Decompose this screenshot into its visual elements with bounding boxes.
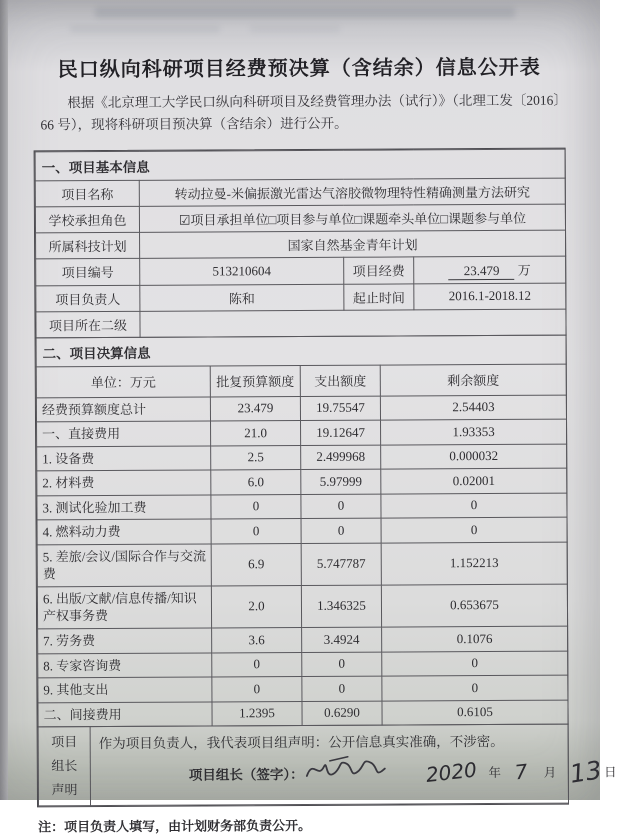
declaration-content xyxy=(90,724,617,806)
handwritten-year: 2020 xyxy=(424,757,478,788)
table-row xyxy=(37,542,567,587)
declaration-table xyxy=(38,724,617,807)
declaration-label-line: 项目 xyxy=(51,734,78,750)
budget-rows xyxy=(36,395,568,727)
row-value: 21.0 xyxy=(211,421,301,446)
table-row xyxy=(37,419,567,446)
row-label: 2. 材料费 xyxy=(37,470,211,495)
page-title: 民口纵向科研项目经费预决算（含结余）信息公开表 xyxy=(57,56,541,82)
row-label: 5. 差旅/会议/国际合作与交流费 xyxy=(37,544,211,587)
section-header-row xyxy=(35,149,565,181)
signature-row xyxy=(91,752,617,794)
row-value: 3.6 xyxy=(212,627,302,652)
row-value: 0.653675 xyxy=(381,584,567,627)
project-number-label: 项目编号 xyxy=(36,258,140,286)
row-value: 6.0 xyxy=(211,470,301,495)
column-header-spent: 支出额度 xyxy=(300,365,380,396)
row-value: 1.346325 xyxy=(301,585,381,628)
duration-value: 2016.1-2018.12 xyxy=(414,283,566,310)
row-value: 2.54403 xyxy=(380,395,566,421)
row-value: 2.499968 xyxy=(301,445,381,470)
row-value: 0 xyxy=(381,493,567,519)
table-row xyxy=(36,395,566,422)
table-row xyxy=(37,468,567,495)
row-value: 0.02001 xyxy=(381,468,567,494)
table-row xyxy=(36,256,566,286)
unit-value xyxy=(140,309,566,337)
row-value: 0 xyxy=(381,517,567,543)
project-number-value: 513210604 xyxy=(140,257,344,285)
program-value: 国家自然基金青年计划 xyxy=(140,230,566,258)
unit-label: 项目所在二级 xyxy=(36,311,140,338)
column-header-unit: 单位：万元 xyxy=(36,366,210,398)
row-value: 0 xyxy=(211,519,301,544)
budget-table xyxy=(36,334,569,727)
leader-label: 项目负责人 xyxy=(36,285,140,312)
column-header-approved: 批复预算额度 xyxy=(210,365,300,396)
footnote: 注：项目负责人填写，由计划财务部负责公开。 xyxy=(38,818,312,835)
month-unit: 月 xyxy=(543,765,557,780)
role-label: 学校承担角色 xyxy=(35,206,139,233)
row-value: 0 xyxy=(301,518,381,543)
row-value: 0.1076 xyxy=(382,626,568,652)
table-row xyxy=(38,675,568,702)
table-row xyxy=(37,493,567,520)
handwritten-signature xyxy=(301,752,387,788)
declaration-label-line: 声明 xyxy=(51,782,78,798)
row-value: 1.93353 xyxy=(381,419,567,445)
row-value: 0 xyxy=(212,677,302,702)
row-value: 6.9 xyxy=(211,543,301,586)
budget-header-row xyxy=(36,364,566,398)
column-header-remaining: 剩余额度 xyxy=(380,364,566,396)
row-value: 0 xyxy=(302,676,382,701)
funds-unit: 万 xyxy=(517,262,531,278)
row-value: 3.4924 xyxy=(302,627,382,652)
program-label: 所属科技计划 xyxy=(36,232,140,259)
table-row xyxy=(36,230,566,259)
row-value: 2.0 xyxy=(211,585,301,628)
row-label: 3. 测试化验加工费 xyxy=(37,495,211,520)
table-row xyxy=(37,444,567,471)
declaration-statement: 作为项目负责人，我代表项目组声明：公开信息真实准确，不涉密。 xyxy=(98,734,504,752)
project-name-value: 转动拉曼-米偏振激光雷达气溶胶微物理特性精确测量方法研究 xyxy=(139,178,565,206)
row-value: 0 xyxy=(301,494,381,519)
section-header-row xyxy=(36,335,566,367)
leader-value: 陈和 xyxy=(140,284,344,311)
day-unit: 日 xyxy=(604,765,617,780)
row-label: 二、间接费用 xyxy=(38,702,212,727)
basic-info-table xyxy=(35,148,567,338)
funds-label: 项目经费 xyxy=(344,256,414,283)
row-value: 5.97999 xyxy=(301,469,381,494)
row-value: 19.12647 xyxy=(301,420,381,445)
table-row xyxy=(36,283,566,312)
declaration-label-line: 组长 xyxy=(51,758,78,774)
row-value: 0.6290 xyxy=(302,701,382,726)
table-row xyxy=(38,626,568,653)
row-label: 经费预算额度总计 xyxy=(36,397,210,422)
row-value: 0 xyxy=(211,494,301,519)
table-row xyxy=(35,204,565,233)
budget-section-title: 二、项目决算信息 xyxy=(36,335,566,367)
row-value: 1.2395 xyxy=(212,701,302,726)
row-value: 0.000032 xyxy=(381,444,567,470)
row-value: 0.6105 xyxy=(382,700,568,726)
row-label: 7. 劳务费 xyxy=(38,628,212,653)
table-row xyxy=(35,178,565,207)
document-page xyxy=(8,2,617,835)
basic-info-section-title: 一、项目基本信息 xyxy=(35,149,565,181)
duration-label: 起止时间 xyxy=(344,283,414,309)
row-value: 19.75547 xyxy=(300,396,380,421)
row-value: 5.747787 xyxy=(301,543,381,586)
row-value: 0 xyxy=(302,652,382,677)
row-label: 8. 专家咨询费 xyxy=(38,653,212,678)
table-row xyxy=(37,584,567,629)
row-value: 2.5 xyxy=(211,445,301,470)
table-row xyxy=(38,700,568,727)
row-value: 0 xyxy=(212,652,302,677)
row-value: 1.152213 xyxy=(381,542,567,585)
row-label: 4. 燃料动力费 xyxy=(37,519,211,544)
form-table xyxy=(34,147,617,808)
row-value: 23.479 xyxy=(210,396,300,421)
sign-label: 项目组长（签字）： xyxy=(188,767,304,783)
declaration-label xyxy=(38,727,90,806)
row-value: 0 xyxy=(382,651,568,677)
table-row xyxy=(38,651,568,678)
funds-amount: 23.479 xyxy=(449,262,515,279)
row-label: 9. 其他支出 xyxy=(38,677,212,702)
intro-paragraph: 根据《北京理工大学民口纵向科研项目及经费管理办法（试行）》（北理工发〔2016〕66 号），现将科研项目预决算（含结余）进行公开。 xyxy=(40,92,561,133)
table-row xyxy=(37,517,567,544)
row-value: 0 xyxy=(382,675,568,701)
role-checkboxes: ☑项目承担单位□项目参与单位□课题牵头单位□课题参与单位 xyxy=(139,204,565,232)
funds-value xyxy=(414,256,566,284)
table-row xyxy=(36,309,566,338)
row-label: 1. 设备费 xyxy=(37,446,211,471)
year-unit: 年 xyxy=(488,766,502,781)
handwritten-day: 13 xyxy=(568,755,605,789)
handwritten-month: 7 xyxy=(513,759,530,785)
row-label: 6. 出版/文献/信息传播/知识产权事务费 xyxy=(37,586,211,629)
project-name-label: 项目名称 xyxy=(35,180,139,207)
table-row xyxy=(38,724,568,806)
row-label: 一、直接费用 xyxy=(37,421,211,446)
